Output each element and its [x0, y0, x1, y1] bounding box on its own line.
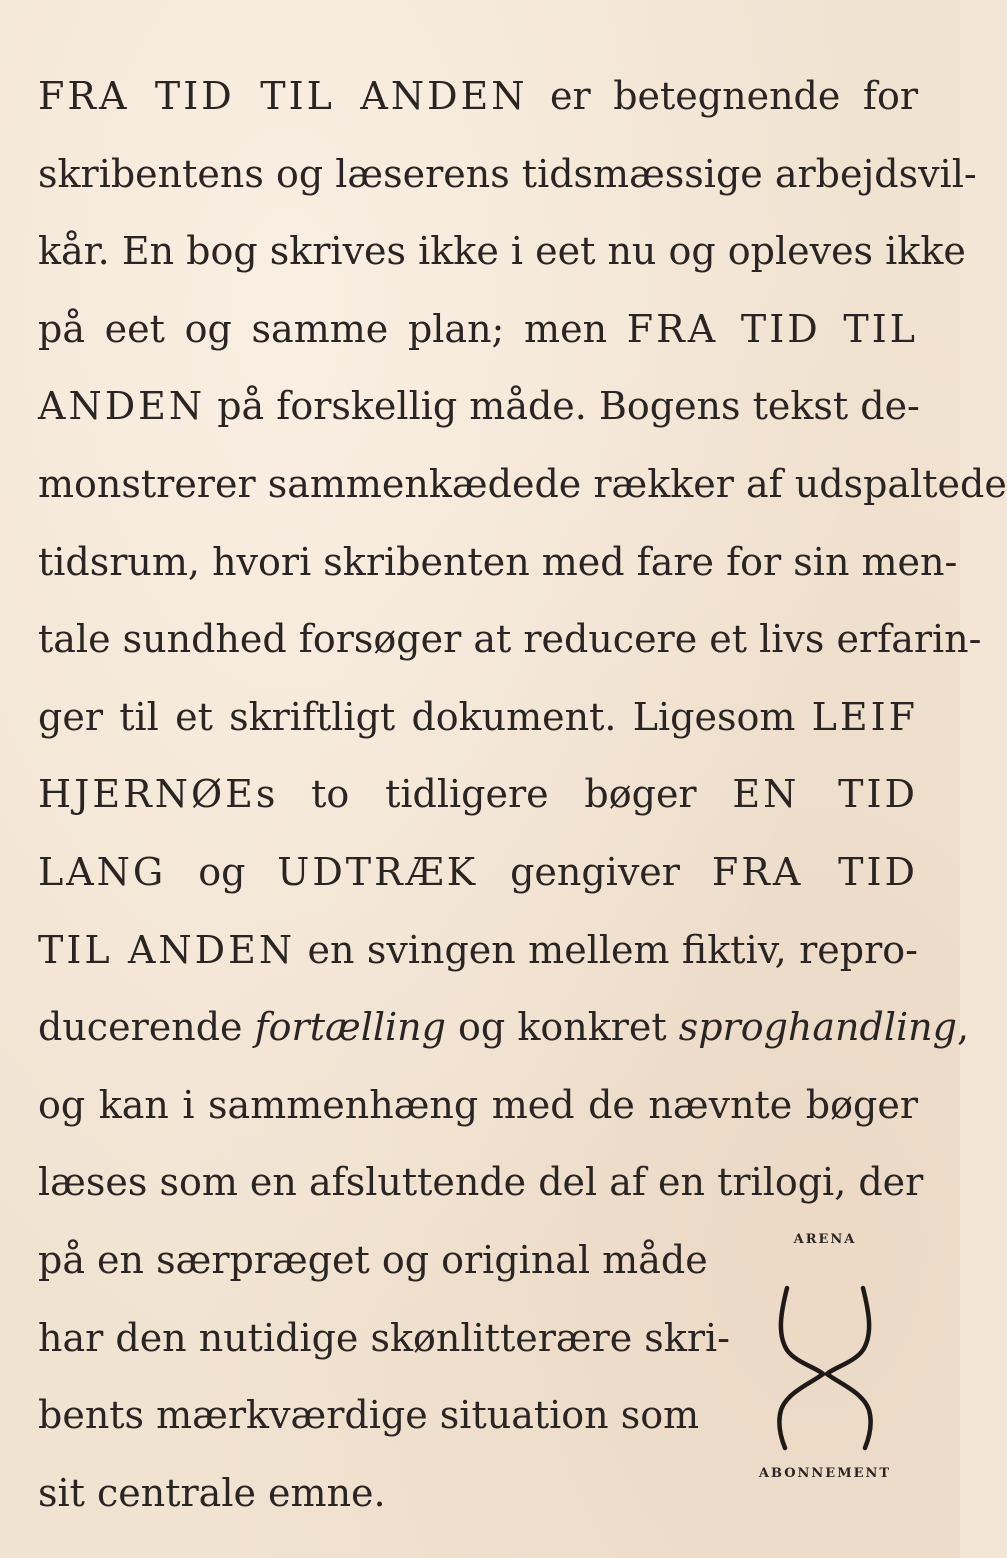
blurb-line [38, 213, 966, 291]
blurb-line [38, 989, 970, 1067]
blurb-text-segment: TIL ANDEN [38, 927, 296, 972]
blurb-text-segment: sproghandling [678, 1005, 957, 1050]
blurb-text-segment: på forskellig måde. Bogens tekst de- [205, 384, 920, 429]
blurb-line [38, 524, 958, 602]
blurb-text-segment: og [166, 849, 278, 894]
blurb-text-segment: en svingen mellem fiktiv, repro- [295, 927, 918, 972]
blurb-line [38, 834, 918, 912]
blurb-line [38, 1067, 918, 1145]
blurb-text-segment: tidsrum, hvori skribenten med fare for sin men- [38, 539, 958, 584]
blurb-text-segment: ducerende [38, 1005, 255, 1050]
blurb-line [38, 1377, 700, 1455]
blurb-line [38, 136, 977, 214]
blurb-line [38, 912, 918, 990]
blurb-text-segment: kår. En bog skrives ikke i eet nu og opleves ikke [38, 229, 966, 274]
blurb-text-segment: og konkret [445, 1005, 679, 1050]
blurb-line [38, 1222, 708, 1300]
blurb-text-segment: er betegnende for [527, 74, 918, 118]
blurb-line [38, 601, 982, 679]
blurb-text-segment: skribentens og læserens tidsmæssige arbejdsvil- [38, 151, 977, 196]
blurb-text-segment: og kan i sammenhæng med de nævnte bøger [38, 1082, 918, 1127]
blurb-line [38, 446, 1007, 524]
blurb-text-segment: monstrerer sammenkædede rækker af udspaltede [38, 461, 1007, 506]
publisher-logo [740, 1232, 910, 1492]
blurb-text-segment: LANG [38, 849, 167, 894]
arena-logo-mark-icon [773, 1282, 877, 1452]
blurb-text-segment: på eet og samme plan; men [38, 306, 627, 351]
blurb-text-segment: UDTRÆK [277, 849, 479, 894]
blurb-text-segment: sit centrale emne. [38, 1470, 386, 1515]
blurb-text-segment: HJERNØE [38, 772, 256, 817]
blurb-line [38, 1300, 730, 1378]
blurb-line [38, 679, 918, 757]
blurb-text-segment: ger til et skriftligt dokument. Ligesom [38, 694, 812, 739]
blurb-line [38, 1455, 696, 1533]
blurb-text-segment: fortælling [254, 1005, 446, 1050]
blurb-text-segment: FRA TID TIL [626, 306, 918, 351]
blurb-text-segment: gengiver [478, 849, 712, 894]
blurb-text-segment: LEIF [811, 694, 918, 739]
blurb-text-segment: s to tidligere bøger [255, 772, 733, 817]
blurb-text-segment: FRA TID [711, 849, 918, 894]
blurb-text-segment: EN TID [732, 772, 918, 817]
blurb-line [38, 1144, 924, 1222]
blurb-line [38, 368, 918, 446]
blurb-text-segment: på en særpræget og original måde [38, 1237, 708, 1282]
blurb-line [38, 756, 918, 834]
logo-bottom-text: ABONNEMENT [758, 1466, 892, 1481]
blurb-text-segment: , [956, 1005, 970, 1050]
blurb-text-segment: tale sundhed forsøger at reducere et livs erfarin- [38, 617, 982, 662]
blurb-text-segment: læses som en afsluttende del af en trilogi, der [38, 1160, 924, 1205]
blurb-text-segment: FRA TID TIL ANDEN [38, 74, 528, 118]
blurb-line [38, 291, 918, 369]
blurb-line [38, 58, 918, 136]
logo-top-text: ARENA [793, 1232, 857, 1247]
blurb-text-segment: ANDEN [38, 384, 206, 429]
blurb-text-segment: har den nutidige skønlitterære skri- [38, 1315, 730, 1360]
blurb-text-segment: bents mærkværdige situation som [38, 1393, 700, 1438]
